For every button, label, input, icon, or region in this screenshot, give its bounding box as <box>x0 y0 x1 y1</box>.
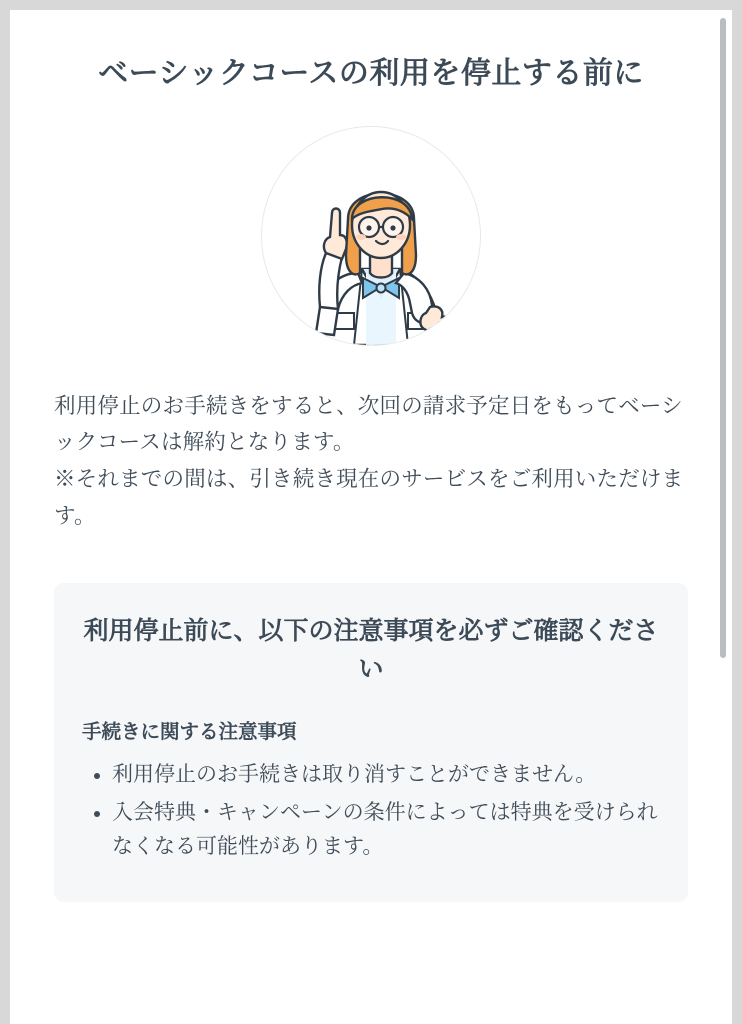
woman-pointing-up-illustration <box>261 126 481 346</box>
lead-text <box>54 388 688 536</box>
notice-card <box>54 583 688 902</box>
page-title: ベーシックコースの利用を停止する前に <box>98 57 644 90</box>
scrollbar-track[interactable] <box>723 10 729 1024</box>
list-item: • 利用停止のお手続きは取り消すことができません。 <box>112 758 660 792</box>
lead-paragraph-2: ※それまでの間は、引き続き現在のサービスをご利用いただけます。 <box>54 467 684 529</box>
lead-paragraph-1: 利用停止のお手続きをすると、次回の請求予定日をもってベーシックコースは解約となります。 <box>54 393 683 455</box>
hero-illustration-wrapper <box>54 126 688 346</box>
scrollbar-thumb[interactable] <box>720 18 726 658</box>
page-content <box>10 10 732 902</box>
notice-subtitle: 手続きに関する注意事項 <box>82 721 297 744</box>
notice-list <box>82 758 660 864</box>
page-container <box>10 10 732 1024</box>
list-item: • 入会特典・キャンペーンの条件によっては特典を受けられなくなる可能性があります。 <box>112 796 660 864</box>
notice-title: 利用停止前に、以下の注意事項を必ずご確認ください <box>83 617 659 683</box>
